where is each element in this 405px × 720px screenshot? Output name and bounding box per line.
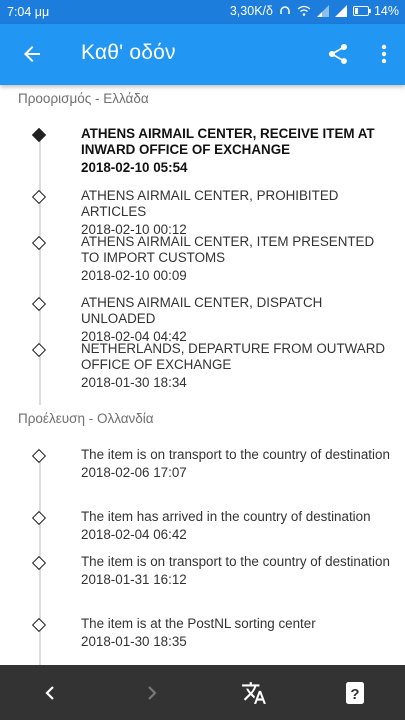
event-description: ATHENS AIRMAIL CENTER, RECEIVE ITEM AT INWARD OFFICE OF EXCHANGE xyxy=(81,126,375,157)
event-description: The item is on transport to the country of destination xyxy=(81,554,390,569)
diamond-icon xyxy=(32,343,46,357)
status-icons xyxy=(230,4,399,18)
event-date: 2018-02-04 04:42 xyxy=(81,329,187,344)
event-date: 2018-01-30 18:35 xyxy=(81,634,187,649)
status-bar xyxy=(0,0,405,24)
diamond-icon xyxy=(32,190,46,204)
help-icon[interactable] xyxy=(341,679,369,707)
event-date: 2018-01-31 16:12 xyxy=(81,572,187,587)
arrow-back-icon[interactable] xyxy=(20,42,44,66)
event-date: 2018-02-04 06:42 xyxy=(81,527,187,542)
battery-level: 14% xyxy=(373,4,399,18)
event-description: ATHENS AIRMAIL CENTER, ITEM PRESENTED TO IMPORT CUSTOMS xyxy=(81,234,375,265)
event-date: 2018-02-06 17:07 xyxy=(81,465,187,480)
svg-text:?: ? xyxy=(350,686,360,703)
event-date: 2018-02-10 00:09 xyxy=(81,268,187,283)
share-icon[interactable] xyxy=(326,42,350,66)
event-description: ATHENS AIRMAIL CENTER, PROHIBITED ARTICLES xyxy=(81,188,339,219)
event-description: ATHENS AIRMAIL CENTER, DISPATCH UNLOADED xyxy=(81,295,323,326)
bottom-toolbar xyxy=(0,665,405,720)
filled-diamond-icon xyxy=(32,128,46,142)
diamond-icon xyxy=(32,449,46,463)
more-vert-icon[interactable] xyxy=(380,42,388,66)
translate-icon[interactable] xyxy=(240,679,268,707)
event-description: The item is on transport to the country of destination xyxy=(81,447,390,462)
timeline-line xyxy=(39,135,41,405)
event-description: The item has arrived in the country of destination xyxy=(81,509,371,524)
diamond-icon xyxy=(32,297,46,311)
chevron-left-icon[interactable] xyxy=(36,679,64,707)
diamond-icon xyxy=(32,511,46,525)
wifi-icon xyxy=(297,5,311,17)
diamond-icon xyxy=(32,556,46,570)
event-description: NETHERLANDS, DEPARTURE FROM OUTWARD OFFICE OF EXCHANGE xyxy=(81,341,386,372)
app-bar xyxy=(0,24,405,85)
headset-icon xyxy=(279,5,291,17)
section-header-origin: Προέλευση - Ολλανδία xyxy=(18,411,154,426)
signal-icon-1 xyxy=(317,5,329,17)
page-title: Καθ' οδόν xyxy=(81,41,176,64)
event-date: 2018-01-30 18:34 xyxy=(81,375,187,390)
chevron-right-icon[interactable] xyxy=(138,679,166,707)
diamond-icon xyxy=(32,236,46,250)
status-time: 7:04 μμ xyxy=(7,5,50,19)
event-date: 2018-02-10 05:54 xyxy=(81,160,188,175)
battery xyxy=(353,4,399,18)
section-header-destination: Προορισμός - Ελλάδα xyxy=(18,91,149,106)
net-speed: 3,30K/δ xyxy=(229,4,273,18)
tracking-list[interactable] xyxy=(0,85,405,665)
signal-icon-2 xyxy=(335,5,347,17)
event-date: 2018-02-10 00:12 xyxy=(81,222,187,237)
event-description: The item is at the PostNL sorting center xyxy=(81,616,316,631)
diamond-icon xyxy=(32,618,46,632)
